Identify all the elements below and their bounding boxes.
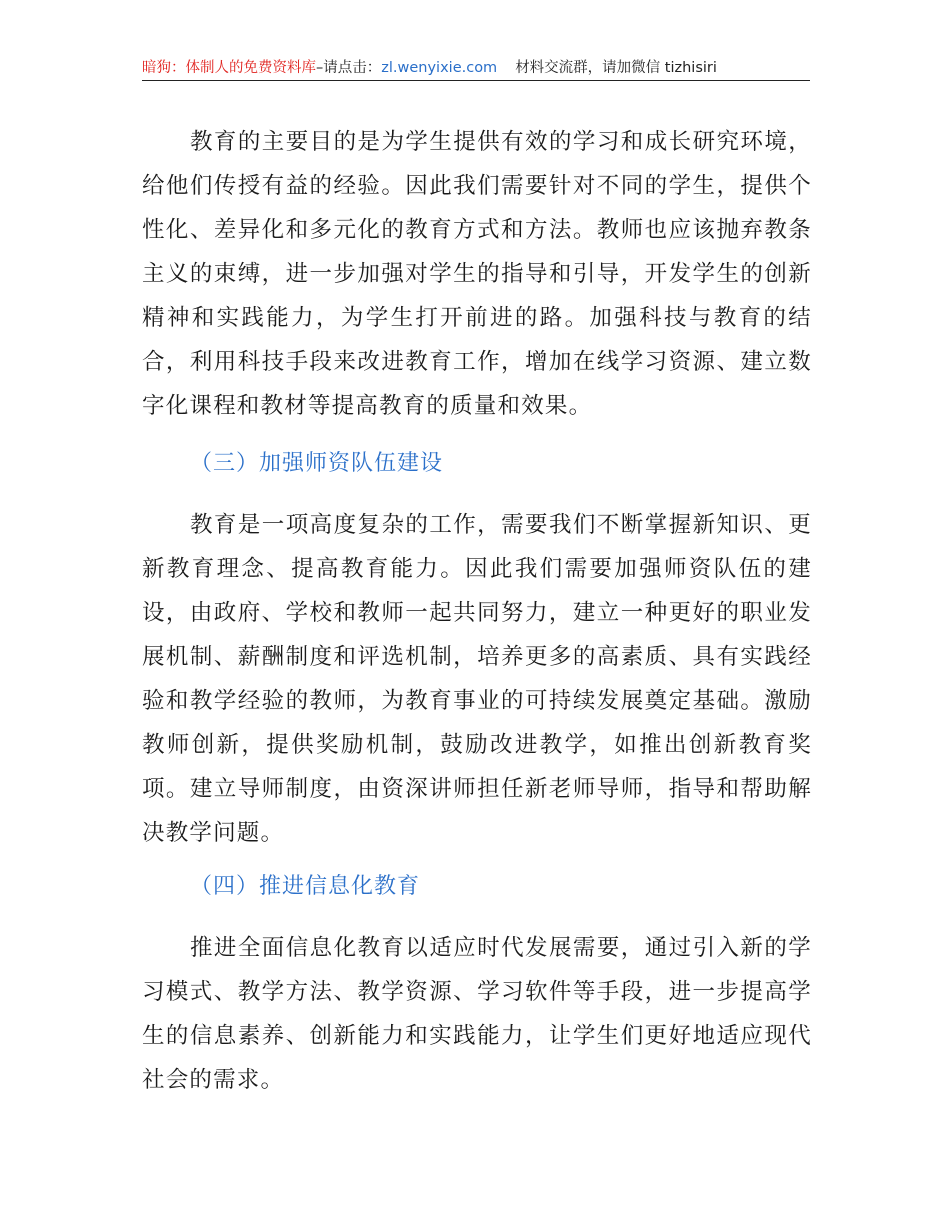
section-heading-3: （三）加强师资队伍建设	[190, 451, 444, 476]
header-brand: 暗狗：体制人的免费资料库	[142, 60, 316, 76]
paragraph-3: 推进全面信息化教育以适应时代发展需要，通过引入新的学习模式、教学方法、教学资源、学习软件等手段，进一步提高学生的信息素养、创新能力和实践能力，让学生们更好地适应现代社会的需求。	[142, 935, 812, 1093]
paragraph-2: 教育是一项高度复杂的工作，需要我们不断掌握新知识、更新教育理念、提高教育能力。因此我们需要加强师资队伍的建设，由政府、学校和教师一起共同努力，建立一种更好的职业发展机制、薪酬制度和评选机制，培养更多的高素质、具有实践经验和教学经验的教师，为教育事业的可持续发展奠定基础。激励教师创新，提供奖励机制，鼓励改进教学，如推出创新教育奖项。建立导师制度，由资深讲师担任新老师导师，指导和帮助解决教学问题。	[142, 512, 812, 846]
header-group-note: 材料交流群，请加微信 tizhisiri	[515, 60, 717, 76]
header-link[interactable]: zl.wenyixie.com	[381, 60, 498, 76]
header-prompt: –请点击：	[316, 60, 382, 76]
paragraph-1: 教育的主要目的是为学生提供有效的学习和成长研究环境，给他们传授有益的经验。因此我们需要针对不同的学生，提供个性化、差异化和多元化的教育方式和方法。教师也应该抛弃教条主义的束缚，进一步加强对学生的指导和引导，开发学生的创新精神和实践能力，为学生打开前进的路。加强科技与教育的结合，利用科技手段来改进教育工作，增加在线学习资源、建立数字化课程和教材等提高教育的质量和效果。	[142, 129, 812, 419]
page-header	[142, 58, 810, 81]
section-heading-4: （四）推进信息化教育	[190, 874, 421, 899]
